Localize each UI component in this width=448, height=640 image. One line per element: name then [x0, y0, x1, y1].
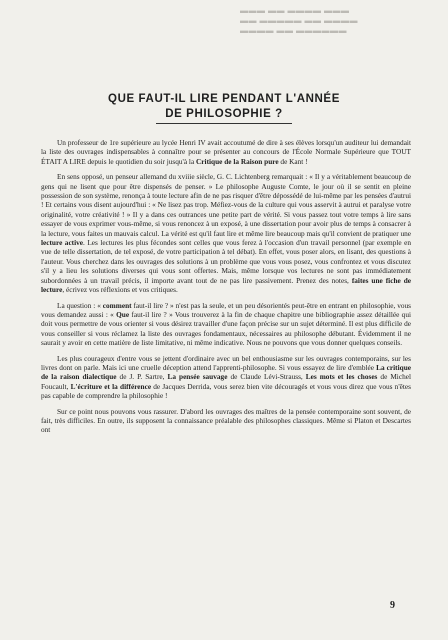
text-run: de Michel Foucault, [41, 372, 411, 391]
text-run: de J. P. Sartre, [116, 372, 168, 382]
bold-phrase: Que [116, 309, 130, 319]
text-run: Sur ce point nous pouvons vous rassurer. D'abord les ouvrages des maîtres de la pensée contemporaine sont souvent, de fait, très difficiles. En outre, ils supposent la connaissance préalable des philosophes classiques. Même si Platon et Descartes ont [41, 406, 411, 435]
body-text [41, 138, 411, 441]
bold-phrase: La pensée sauvage [167, 372, 228, 382]
title-underline [156, 123, 292, 124]
bold-phrase: La critique de la raison dialectique [41, 362, 411, 382]
text-run: de Jacques Derrida, vous serez bien vite découragés et vous vous direz que vous n'êtes pas capable de comprendre la philosophie ! [41, 381, 411, 401]
paragraph [41, 354, 411, 401]
paragraph [41, 172, 411, 294]
title-line-1: QUE FAUT-IL LIRE PENDANT L'ANNÉE [108, 93, 340, 105]
paragraph [41, 407, 411, 435]
bold-phrase: faites une fiche de lecture [41, 275, 412, 295]
page-number: 9 [390, 600, 395, 611]
text-run: La question : « [57, 300, 103, 310]
title-line-2: DE PHILOSOPHIE ? [165, 108, 283, 120]
bold-phrase: Critique de la Raison pure [196, 156, 279, 166]
bold-phrase: lecture active [41, 238, 84, 248]
text-run: Un professeur de 1re supérieure au lycée Henri IV avait accoutumé de dire à ses élèves lorsqu'un auditeur lui demandait la liste des ouvrages indispensables à connaître pour se présenter au concours de l'École Normale Supérieure que TOUT ÉTAIT A LIRE depuis le quotidien du soir jusqu'à la [41, 138, 411, 166]
text-run: En sens opposé, un penseur allemand du xviiie siècle, G. C. Lichtenberg remarquait : « Il y a véritablement beaucoup de gens qui ne lisent que pour être dispensés de penser. » Le philosophe Auguste Comte, le jour où il se sentit en pleine possession de son système, renonça à toute lecture afin de ne pas risquer d'être dépossédé de lui-même par les pensées d'autrui ! Et certains vous disent aujourd'hui : « Ne lisez pas trop. Méfiez-vous de la culture qui vous asservit à autrui et paralyse votre originalité, votre créativité ! » Il y a dans ces outrances une petite part de vérité. Si vous passez tout votre temps à lire sans essayer de vous exprimer vous-même, si vous renoncez à un exposé, à une dissertation pour avoir plus de temps à consacrer à la lecture, vous faites un mauvais calcul. La vérité est qu'il faut lire et même lire beaucoup mais qu'il convient de pratiquer une [41, 172, 411, 238]
text-run: , écrivez vos réflexions et vos critiques. [62, 285, 178, 295]
bleed-through-text: ▬▬▬ ▬▬ ▬▬▬▬ ▬▬▬ ▬▬ ▬▬▬▬▬ ▬▬ ▬▬▬▬ ▬▬▬▬ ▬▬ ▬▬▬▬▬▬ [240, 6, 358, 35]
paragraph [41, 301, 411, 348]
text-run: de Kant ! [278, 156, 308, 166]
text-run: . Les lectures les plus fécondes sont celles que vous ferez à l'occasion d'un travail personnel (par exemple en vue de telle dissertation, de tel exposé, de votre participation à tel débat). En effet, vous poser alors, en lisant, des questions à l'auteur. Vous cherchez dans les ouvrages des solutions à un problème que vous vous posez, vous confrontez et vous discutez s'il y a lieu les solutions diverses qui vous sont offertes. Mais, même lorsque vos lectures ne sont pas immédiatement subordonnées à un travail précis, il importe avant tout de ne pas lire passivement. Prenez des notes, [41, 238, 411, 285]
text-run: faut-il lire ? » n'est pas la seule, et un peu désorientés peut-être en entrant en philosophie, vous vous demandez aussi : « [41, 300, 411, 319]
paragraph [41, 138, 411, 166]
text-run: faut-il lire ? » Vous trouverez à la fin de chaque chapitre une bibliographie assez détaillée qui doit vous permettre de vous orienter si vous désirez travailler d'une façon précise sur un sujet déterminé. Il est plus difficile de vous conseiller si vous réclamez la liste des ouvrages fondamentaux, nécessaires au philosophe débutant. Évidemment il ne saurait y avoir en cette matière de liste limitative, ni même indicative. Nous ne pouvons que vous donner quelques conseils. [41, 309, 411, 348]
bold-phrase: Les mots et les choses [305, 372, 378, 382]
bold-phrase: L'écriture et la différence [70, 381, 152, 391]
text-run: Les plus courageux d'entre vous se jettent d'ordinaire avec un bel enthousiasme sur les ouvrages contemporains, sur les livres dont on parle. Mais ici une cruelle déception attend l'apprenti-philosophe. Si vous essayez de lire d'emblée [41, 353, 411, 372]
bold-phrase: comment [102, 300, 132, 310]
page-title [0, 92, 448, 122]
text-run: de Claude Lévi-Strauss, [227, 372, 306, 382]
